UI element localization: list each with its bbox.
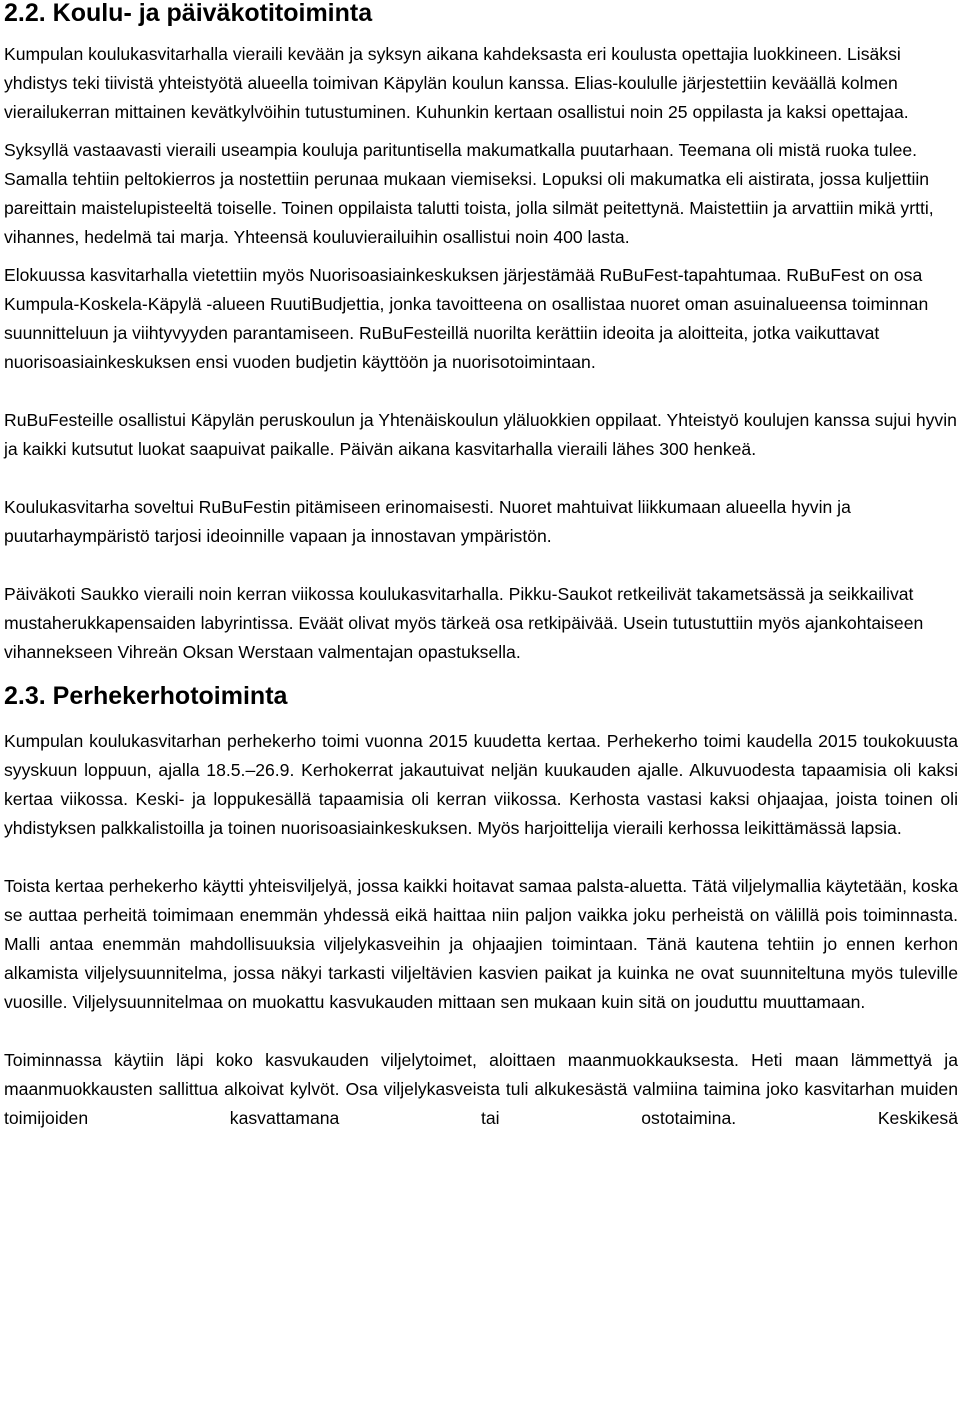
paragraph-syksyn-makumatka: Syksyllä vastaavasti vieraili useampia kouluja parituntisella makumatkalla puutarhaan. Teemana oli mistä ruoka tulee. Samalla tehtiin peltokierros ja nostettiin perunaa mukaan viemiseksi. Lopuksi oli makumatka eli aistirata, jossa kuljettiin pareittain maistelupisteeltä toiselle. Toinen oppilaista talutti toista, jolla silmät peitettynä. Maistettiin ja arvattiin mikä yrtti, vihannes, hedelmä tai marja. Yhteensä kouluvierailuihin osallistui noin 400 lasta. bbox=[4, 140, 934, 247]
paragraph-kouluvierailut: Kumpulan koulukasvitarhalla vieraili kevään ja syksyn aikana kahdeksasta eri koulusta opettajia luokkineen. Lisäksi yhdistys teki tiivistä yhteistyötä alueella toimivan Käpylän koulun kanssa. Elias-koululle järjestettiin keväällä kolmen vierailukerran mittainen kevätkylvöihin tutustuminen. Kuhunkin kertaan osallistui noin 25 oppilasta ja kaksi opettajaa. bbox=[4, 44, 909, 122]
paragraph-perhekerho-kausi: Kumpulan koulukasvitarhan perhekerho toimi vuonna 2015 kuudetta kertaa. Perhekerho toimi kaudella 2015 toukokuusta syyskuun loppuun, ajalla 18.5.–26.9. Kerhokerrat jakautuivat neljän kuukauden ajalle. Alkuvuodesta tapaamisia oli kaksi kertaa viikossa. Keski- ja loppukesällä tapaamisia oli kerran viikossa. Kerhosta vastasi kaksi ohjaajaa, joista toinen oli yhdistyksen palkkalistoilla ja toinen nuorisoasiainkeskuksen. Myös harjoittelija vieraili kerhossa leikittämässä lapsia. bbox=[4, 731, 958, 838]
paragraph-viljelytoimet: Toiminnassa käytiin läpi koko kasvukauden viljelytoimet, aloittaen maanmuokkauksesta. Heti maan lämmettyä ja maanmuokkausten sallittua alkoivat kylvöt. Osa viljelykasveista tuli alkukesästä valmiina taimina joko kasvitarhan muiden toimijoiden kasvattamana tai ostotaimina. Keskikesä bbox=[4, 1050, 958, 1128]
paragraph-rubufest-osallistujat: RuBuFesteille osallistui Käpylän peruskoulun ja Yhtenäiskoulun yläluokkien oppilaat. Yhteistyö koulujen kanssa sujui hyvin ja kaikki kutsutut luokat saapuivat paikalle. Päivän aikana kasvitarhalla vieraili lähes 300 henkeä. bbox=[4, 410, 957, 459]
section-heading-perhekerho: 2.3. Perhekerhotoiminta bbox=[4, 682, 288, 710]
document-page bbox=[4, 0, 958, 1133]
paragraph-yhteisviljely: Toista kertaa perhekerho käytti yhteisviljelyä, jossa kaikki hoitavat samaa palsta-aluetta. Tätä viljelymallia käytetään, koska se auttaa perheitä toimimaan enemmän yhdessä eikä haittaa niin paljon vaikka joku perheistä on välillä pois toiminnasta. Malli antaa enemmän mahdollisuuksia viljelykasveihin ja ohjaajien toimintaan. Tänä kautena tehtiin jo ennen kerhon alkamista viljelysuunnitelma, jossa näkyi tarkasti viljeltävien kasvien paikat ja kuinka ne ovat suunniteltuna myös tuleville vuosille. Viljelysuunnitelmaa on muokattu kasvukauden mittaan sen mukaan kuin sitä on jouduttu muuttamaan. bbox=[4, 876, 958, 1012]
paragraph-rubufest: Elokuussa kasvitarhalla vietettiin myös Nuorisoasiainkeskuksen järjestämää RuBuFest-tapahtumaa. RuBuFest on osa Kumpula-Koskela-Käpylä -alueen RuutiBudjettia, jonka tavoitteena on osallistaa nuoret oman asuinalueensa toiminnan suunnitteluun ja viihtyvyyden parantamiseen. RuBuFesteillä nuorilta kerättiin ideoita ja aloitteita, jotka vaikuttavat nuorisoasiainkeskuksen ensi vuoden budjetin käyttöön ja nuorisotoimintaan. bbox=[4, 265, 929, 372]
paragraph-paivakoti-saukko: Päiväkoti Saukko vieraili noin kerran viikossa koulukasvitarhalla. Pikku-Saukot retkeilivät takametsässä ja seikkailivat mustaherukkapensaiden labyrintissa. Eväät olivat myös tärkeä osa retkipäivää. Usein tutustuttiin myös ajankohtaiseen vihannekseen Vihreän Oksan Werstaan valmentajan opastuksella. bbox=[4, 584, 924, 662]
paragraph-rubufest-ymparisto: Koulukasvitarha soveltui RuBuFestin pitämiseen erinomaisesti. Nuoret mahtuivat liikkumaan alueella hyvin ja puutarhaympäristö tarjosi ideoinnille vapaan ja innostavan ympäristön. bbox=[4, 497, 851, 546]
section-heading-koulu: 2.2. Koulu- ja päiväkotitoiminta bbox=[4, 0, 373, 27]
